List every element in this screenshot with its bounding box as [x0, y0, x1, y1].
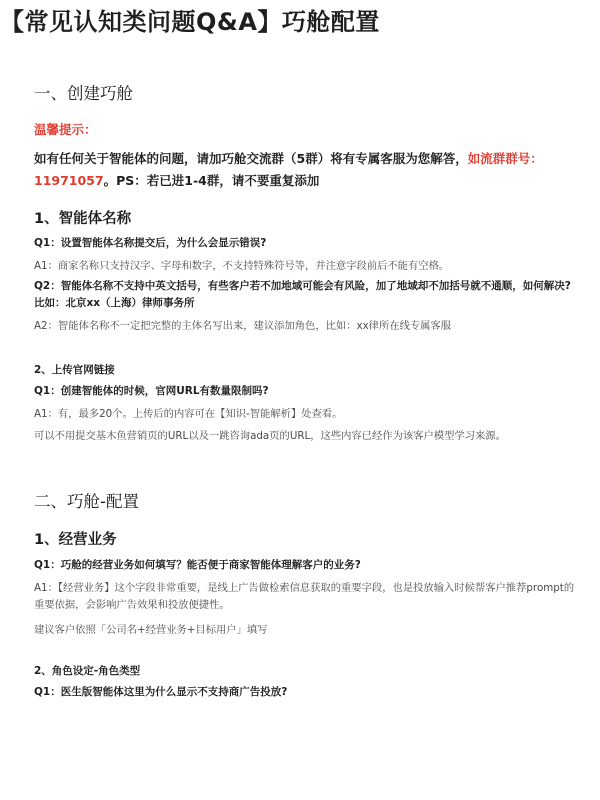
notice-main-text: 如有任何关于智能体的问题，请加巧舱交流群（5群）将有专属客服为您解答， — [34, 151, 468, 166]
role-question-1: Q1：医生版智能体这里为什么显示不支持商广告投放? — [34, 686, 288, 698]
section-1-heading: 一、创建巧舱 — [34, 84, 133, 103]
subsection-role-heading: 2、角色设定-角色类型 — [34, 665, 141, 677]
url-question-1: Q1：创建智能体的时候，官网URL有数量限制吗? — [34, 385, 269, 397]
notice-group-number: 如流群群号：11971057 — [34, 151, 543, 188]
subsection-name-heading: 1、智能体名称 — [34, 211, 132, 227]
url-answer-1: A1：有，最多20个。上传后的内容可在【知识-智能解析】处查看。 — [34, 408, 343, 420]
name-question-2: Q2：智能体名称不支持中英文括号，有些客户若不加地域可能会有风险，加了地域却不加括号就不通顺，如何解决? 比如：北京xx（上海）律师事务所 — [34, 280, 571, 309]
business-answer-extra: 建议客户依照「公司名+经营业务+目标用户」填写 — [34, 624, 268, 636]
name-answer-2: A2：智能体名称不一定把完整的主体名写出来，建议添加角色，比如：xx律所在线专属客服 — [34, 320, 452, 332]
name-answer-1: A1：商家名称只支持汉字、字母和数字，不支持特殊符号等，并注意字段前后不能有空格。 — [34, 260, 450, 272]
business-answer-1: A1：【经营业务】这个字段非常重要，是线上广告做检索信息获取的重要字段，也是投放输入时候帮客户推荐prompt的重要依据，会影响广告效果和投放便捷性。 — [34, 582, 575, 611]
tip-label: 温馨提示： — [34, 122, 97, 137]
subsection-business-heading: 1、经营业务 — [34, 532, 117, 548]
document-title: 【常见认知类问题Q&A】巧舱配置 — [0, 8, 380, 36]
url-answer-extra: 可以不用提交基木鱼营销页的URL以及一跳咨询ada页的URL，这些内容已经作为该客户模型学习来源。 — [34, 430, 506, 442]
business-question-1: Q1：巧舱的经营业务如何填写？能否便于商家智能体理解客户的业务? — [34, 559, 361, 571]
subsection-url-heading: 2、上传官网链接 — [34, 364, 115, 376]
notice-tail-text: 。PS：若已进1-4群，请不要重复添加 — [103, 173, 320, 188]
notice-paragraph — [34, 148, 576, 192]
name-question-1: Q1：设置智能体名称提交后，为什么会显示错误? — [34, 237, 267, 249]
section-2-heading: 二、巧舱-配置 — [34, 492, 139, 511]
